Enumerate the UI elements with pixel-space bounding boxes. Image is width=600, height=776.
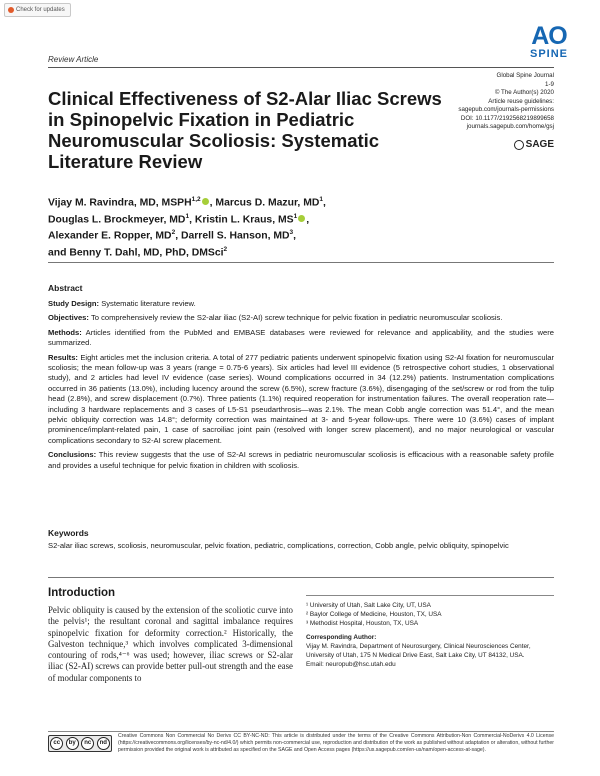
orcid-icon[interactable] [202,198,209,205]
article-title: Clinical Effectiveness of S2-Alar Iliac Screws in Spinopelvic Fixation in Pediatric Neuromuscular Scoliosis: Systematic Literature Review [48,88,442,172]
affiliation-item: ³ Methodist Hospital, Houston, TX, USA [306,620,419,627]
author[interactable]: and Benny T. Dahl, MD, PhD, DMSci [48,247,224,259]
keywords-heading: Keywords [48,528,89,538]
copyright: © The Author(s) 2020 [494,89,554,96]
check-for-updates-badge[interactable] [4,3,71,17]
reuse-guidelines: Article reuse guidelines: [488,97,554,105]
author-affiliation: 2 [223,246,228,254]
author-separator: , [293,230,297,242]
corresponding-heading: Corresponding Author: [306,634,377,641]
section-text: Eight articles met the inclusion criteria. A total of 277 pediatric patients underwent spinopelvic fixation using S2-AI fixation for neuromuscular scoliosis; the mean follow-up was 3 years (range = 0.75-6 years). Six articles had level III evidence (5 retrospective cohort studies, 1 observational study), and 2 articles had level IV evidence (case series). Wound complications occurred in 34 (12.2%) patients. Instrumentation complications occurred in 36 patients (13.0%), including lucency around the screw (6.5%), screw fracture (3.6%), disengaging of the set/screw or rod from the tulip head (2.8%), and screw displacement (0.7%). Three patients (1.1%) required reoperation for instrumentation failures. The overall reoperation rate—including 3 hardware replacements and 3 cases of L5-S1 pseudarthrosis—was 2.1%. The mean Cobb angle correction was 51.4°, and the mean pelvic obliquity correction was 14.8°; deformity correction was maintained at 3- and 5-year follow-ups. There were 10 (3.6%) cases of implant prominence/implant-related pain, 1 case of sacroiliac joint pain (resolved with longer screw placement), and no major neurological or vascular complications secondary to S2-AI screw placement. [48,352,554,445]
section-label: Conclusions: [48,450,97,460]
affiliation-item: ² Baylor College of Medicine, Houston, TX, USA [306,611,442,618]
abstract-section [48,299,554,309]
license-text: Creative Commons Non Commercial No Derivs CC BY-NC-ND: This article is distributed under the terms of the Creative Commons Attribution-Non Commercial-NoDerivs 4.0 License (https://creativecommons.org/licenses/by-nc-nd/4.0/) which permits non-commercial use, reproduction and distribution of the work as published without adaptation or alteration, without further permission provided the original work is attributed as specified on the SAGE and Open Access pages (https://us.sagepub.com/en-us/nam/open-access-at-sage). [118,733,554,754]
update-icon [8,7,14,13]
author[interactable]: Darrell S. Hanson, MD [180,230,290,242]
author-affiliation: 3 [289,229,294,237]
corresponding-text: Vijay M. Ravindra, Department of Neurosurgery, Clinical Neurosciences Center, University of Utah, 175 N Medical Drive East, Salt Lake City, UT 84132, USA. [306,643,531,659]
abstract-section [48,328,554,349]
author[interactable]: Marcus D. Mazur, MD [215,197,320,209]
nd-icon: nd [97,737,110,750]
orcid-icon[interactable] [298,215,305,222]
introduction-text: Pelvic obliquity is caused by the extension of the scoliotic curve into the pelvis¹; the resultant coronal and sagittal imbalance requires spinopelvic fixation for deformity correction.² Historically, the Galveston technique,³ which involves complicated 3-dimensional contouring of rods,⁴⁻⁶ was used; however, iliac screws or S2-alar iliac (S2-AI) screws can provide better pull-out strength and the ease of modular components to [48,605,293,683]
affiliation-divider [306,595,554,596]
author-affiliation: 1 [185,212,190,220]
abstract-body [48,299,554,475]
introduction-heading: Introduction [48,587,116,599]
journal-name: Global Spine Journal [496,72,554,79]
author-affiliation: 1 [293,212,298,220]
page-range: 1-9 [545,80,554,88]
author-affiliation: 1 [319,196,323,203]
corresponding-email[interactable]: Email: neuropub@hsc.utah.edu [306,661,396,668]
affiliation-item: ¹ University of Utah, Salt Lake City, UT, USA [306,602,431,609]
cc-license-badge[interactable] [48,735,112,752]
keywords-text: S2-alar iliac screws, scoliosis, neuromuscular, pelvic fixation, pediatric, complications, correction, Cobb angle, pelvic obliquity, spinopelvic [48,541,509,550]
abstract-divider [48,262,554,263]
section-text: This review suggests that the use of S2-AI screws in pediatric neuromuscular scoliosis is efficacious with a reasonable safety profile and provides a useful technique for pelvic fixation in children with scoliosis. [48,450,554,470]
author-affiliation: 1,2 [191,196,201,203]
author-separator: , [175,230,181,242]
badge-label: Check for updates [16,7,65,13]
section-text: Articles identified from the PubMed and EMBASE databases were reviewed for relevance and applicability, and the studies were summarized. [48,327,554,348]
cc-icon: cc [50,737,63,750]
author-separator: , [189,214,195,226]
author-separator: , [306,214,310,226]
header-divider [48,67,554,68]
author-separator: , [209,197,216,209]
footer-divider [48,731,554,732]
section-text: Systematic literature review. [101,299,196,308]
ao-spine-logo [520,24,578,60]
nc-icon: nc [81,737,94,750]
journal-home-link[interactable]: journals.sagepub.com/home/gsj [466,123,554,130]
sage-circle-icon [514,140,524,150]
affiliations [306,601,554,669]
keywords-divider [48,577,554,578]
sage-label: SAGE [525,139,554,150]
section-label: Objectives: [48,313,89,323]
author[interactable]: Alexander E. Ropper, MD [48,230,172,242]
author-separator: , [322,197,326,209]
by-icon: by [66,737,79,750]
author[interactable]: Kristin L. Kraus, MS [194,214,294,226]
abstract-section [48,353,554,447]
section-label: Results: [48,352,78,362]
abstract-heading: Abstract [48,283,83,293]
author-list [48,193,468,260]
abstract-section [48,313,554,323]
article-type: Review Article [48,55,99,64]
author-affiliation: 2 [171,229,176,237]
logo-spine: SPINE [529,48,568,60]
doi[interactable]: DOI: 10.1177/2192568219899658 [460,114,554,122]
section-text: To comprehensively review the S2-alar iliac (S2-AI) screw technique for pelvic fixation in pediatric neuromuscular scoliosis. [90,313,503,323]
permissions-link[interactable]: sagepub.com/journals-permissions [458,106,554,113]
logo-ao: AO [531,22,567,50]
author[interactable]: Vijay M. Ravindra, MD, MSPH [48,197,192,209]
section-label: Study Design: [48,299,100,308]
author[interactable]: Douglas L. Brockmeyer, MD [48,214,186,226]
section-label: Methods: [48,327,82,337]
abstract-section [48,450,554,471]
sage-logo [514,139,554,150]
